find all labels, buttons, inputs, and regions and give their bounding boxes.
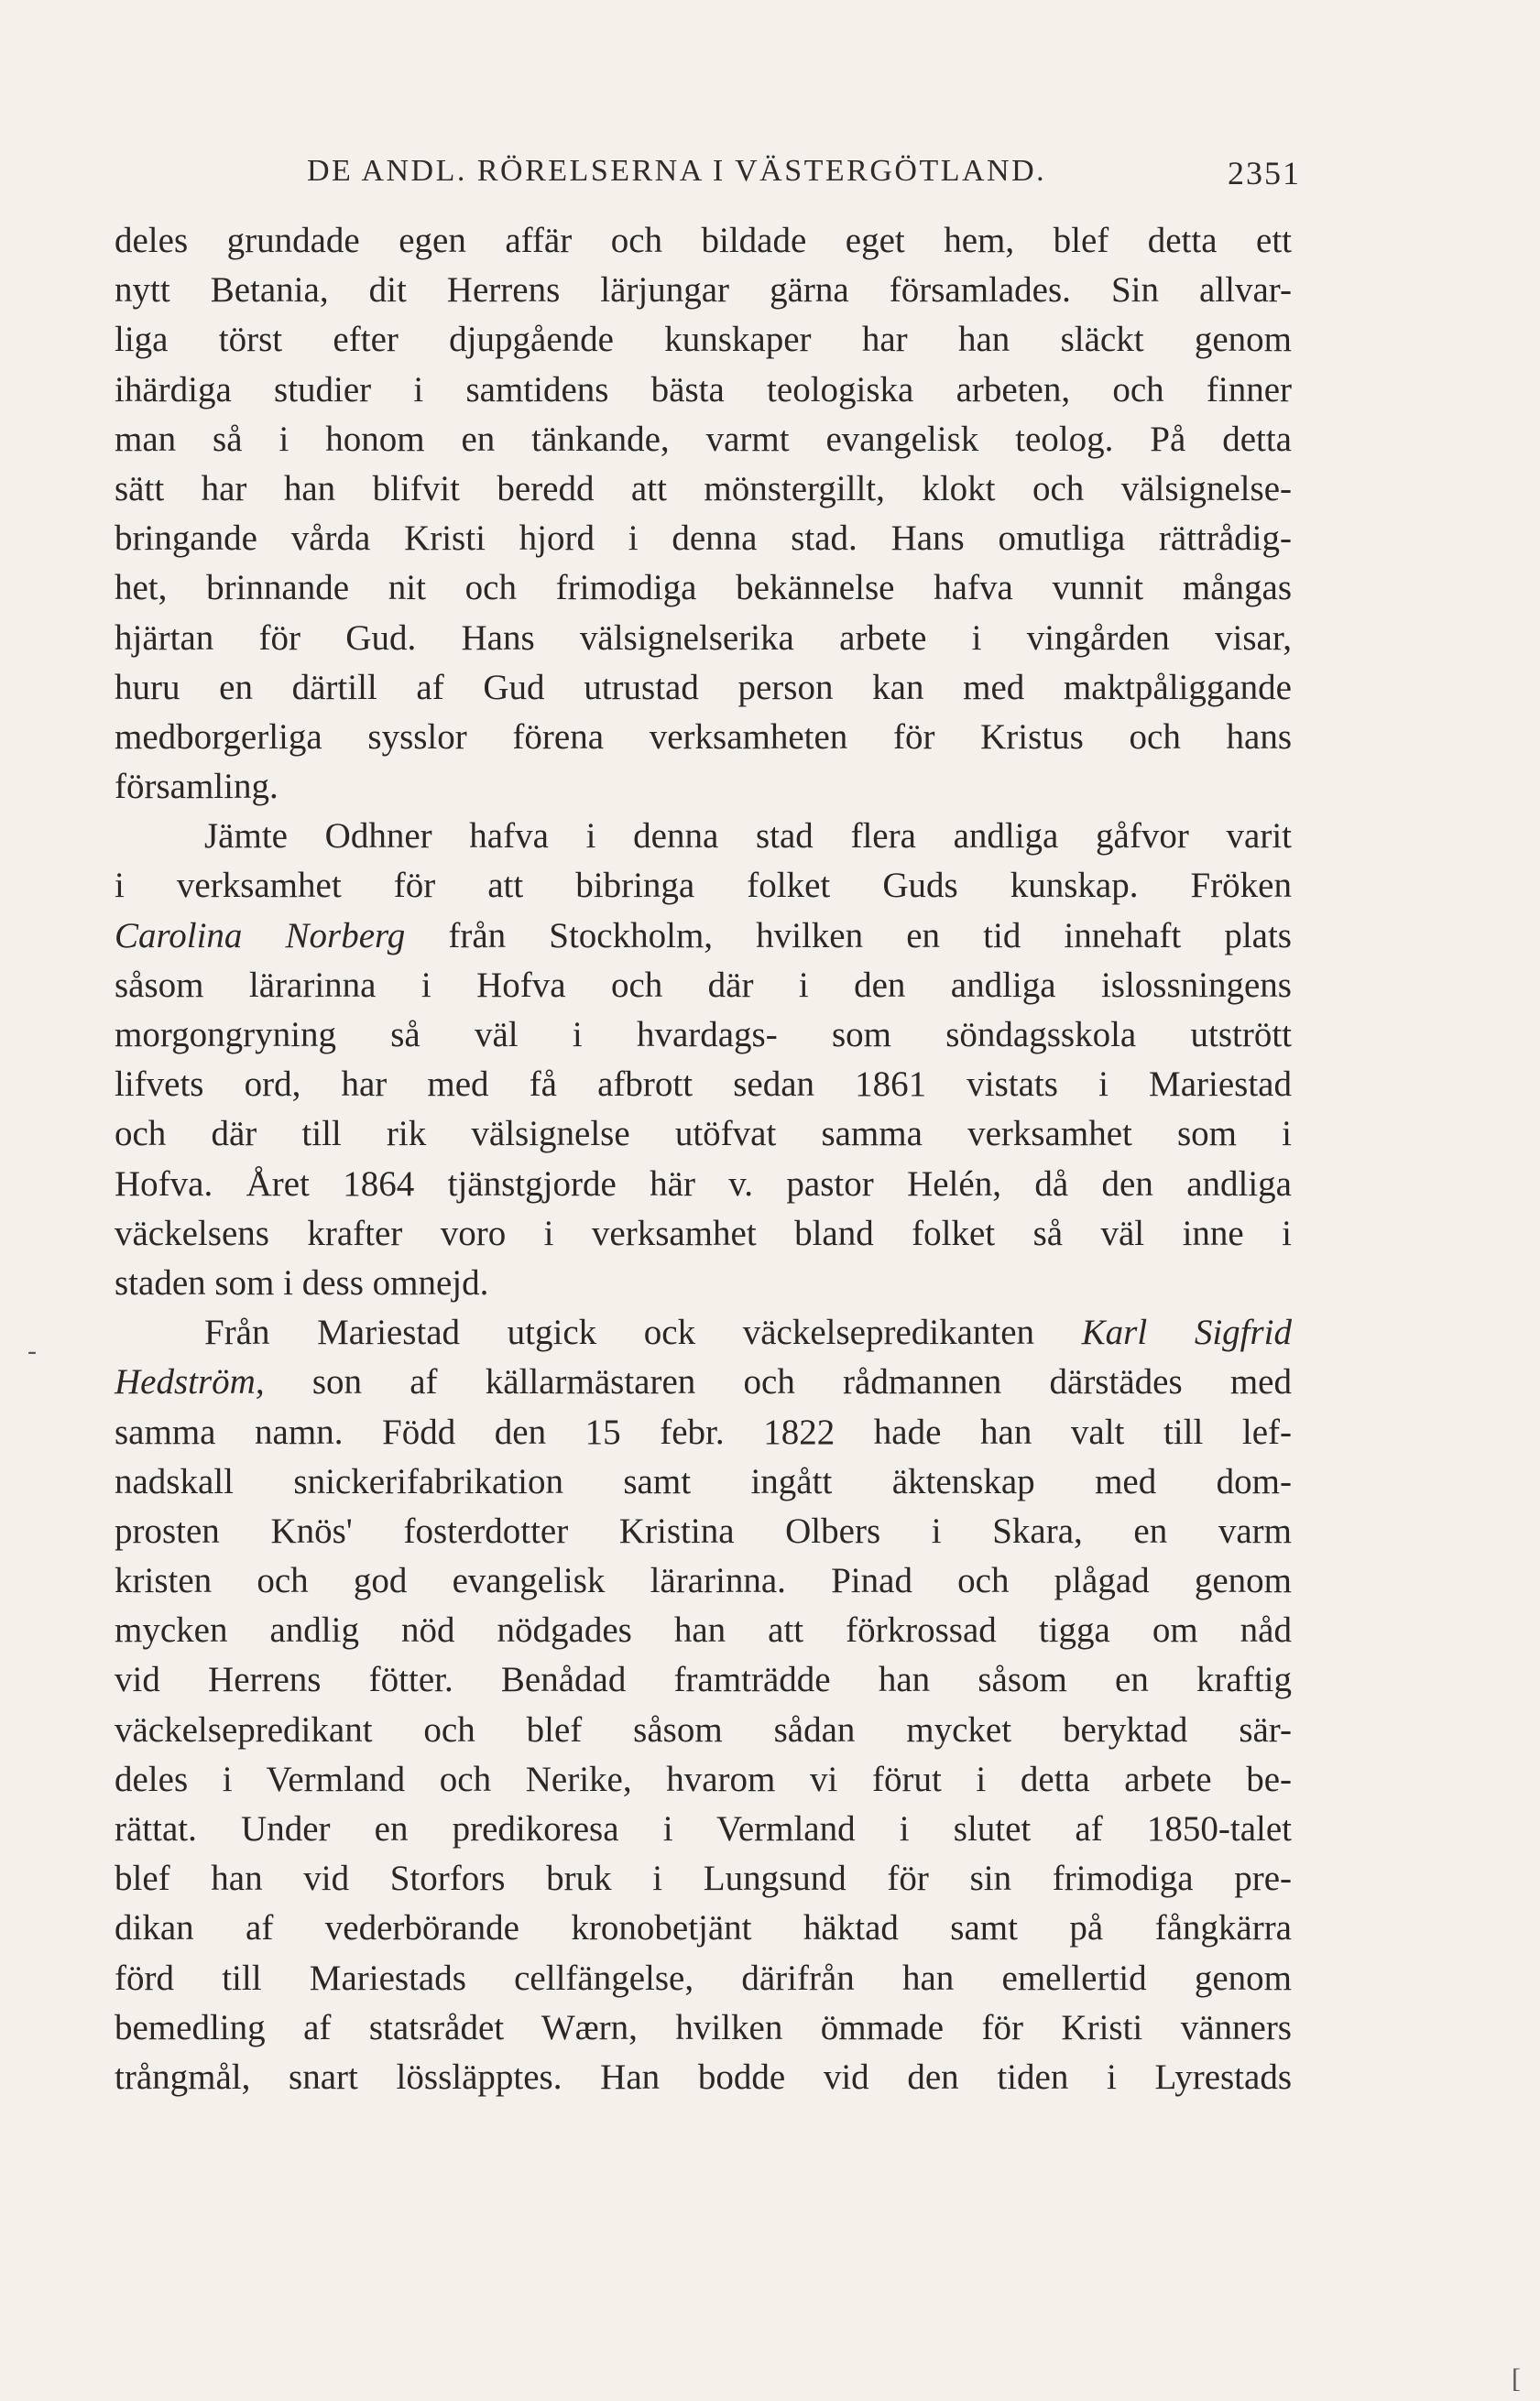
- text-line: morgongryning så väl i hvardags- som söndagsskola utstrött: [115, 1015, 1292, 1054]
- text-line: ihärdiga studier i samtidens bästa teologiska arbeten, och finner: [115, 369, 1292, 409]
- italic-name: Karl Sigfrid: [1081, 1313, 1293, 1353]
- text-line: bringande vårda Kristi hjord i denna stad. Hans omutliga rättrådig-: [115, 518, 1292, 559]
- text-line: blef han vid Storfors bruk i Lungsund för sin frimodiga pre-: [115, 1859, 1292, 1899]
- running-title: DE ANDL. RÖRELSERNA I VÄSTERGÖTLAND.: [307, 154, 1047, 188]
- text-line-paragraph-start: Jämte Odhner hafva i denna stad flera andliga gåfvor varit: [204, 816, 1292, 857]
- text-line: rättat. Under en predikoresa i Vermland i slutet af 1850-talet: [115, 1809, 1292, 1849]
- text-line: medborgerliga sysslor förena verksamheten för Kristus och hans: [115, 716, 1292, 757]
- text-line: bemedling af statsrådet Wærn, hvilken ömmade för Kristi vänners: [115, 2007, 1292, 2047]
- text-line: församling.: [115, 767, 279, 807]
- text-line: mycken andlig nöd nödgades han att förkrossad tigga om nåd: [115, 1610, 1292, 1651]
- text-line: såsom lärarinna i Hofva och där i den andliga islossningens: [115, 965, 1292, 1005]
- text-line: i verksamhet för att bibringa folket Guds kunskap. Fröken: [115, 866, 1292, 906]
- text-line: liga törst efter djupgående kunskaper har han släckt genom: [115, 320, 1292, 360]
- text-line: het, brinnande nit och frimodiga bekännelse hafva vunnit mångas: [115, 568, 1292, 608]
- text-line: deles grundade egen affär och bildade eget hem, blef detta ett: [115, 221, 1292, 260]
- text-line: väckelsens krafter voro i verksamhet bland folket så väl inne i: [115, 1213, 1292, 1253]
- page-number: 2351: [1228, 155, 1301, 191]
- body-text: [115, 216, 1292, 2102]
- text-line: sätt har han blifvit beredd att mönstergillt, klokt och välsignelse-: [115, 468, 1292, 508]
- text-line: [115, 911, 1292, 961]
- text-line: trångmål, snart lössläpptes. Han bodde vid den tiden i Lyrestads: [115, 2057, 1292, 2097]
- text-run: från Stockholm, hvilken en tid innehaft plats: [405, 915, 1292, 955]
- text-line: dikan af vederbörande kronobetjänt häktad samt på fångkärra: [115, 1908, 1292, 1948]
- text-line: prosten Knös' fosterdotter Kristina Olbers i Skara, en varm: [115, 1511, 1292, 1551]
- italic-name: Hedström,: [115, 1362, 265, 1402]
- text-line: vid Herrens fötter. Benådad framträdde han såsom en kraftig: [115, 1660, 1292, 1700]
- text-line: samma namn. Född den 15 febr. 1822 hade han valt till lef-: [115, 1412, 1292, 1452]
- text-line: lifvets ord, har med få afbrott sedan 1861 vistats i Mariestad: [115, 1064, 1292, 1105]
- text-line: deles i Vermland och Nerike, hvarom vi förut i detta arbete be-: [115, 1759, 1292, 1799]
- text-line: huru en därtill af Gud utrustad person kan med maktpåliggande: [115, 667, 1292, 707]
- margin-mark-bottom-right: [: [1512, 2363, 1521, 2394]
- text-line: nytt Betania, dit Herrens lärjungar gärna församlades. Sin allvar-: [115, 270, 1292, 311]
- text-line: Hofva. Året 1864 tjänstgjorde här v. pastor Helén, då den andliga: [115, 1163, 1292, 1204]
- text-line: hjärtan för Gud. Hans välsignelserika arbete i vingården visar,: [115, 617, 1292, 658]
- margin-mark-left: -: [27, 1336, 37, 1366]
- italic-name: Carolina Norberg: [115, 915, 406, 955]
- text-line: och där till rik välsignelse utöfvat samma verksamhet som i: [115, 1114, 1292, 1154]
- text-line: kristen och god evangelisk lärarinna. Pinad och plågad genom: [115, 1561, 1292, 1601]
- text-line: förd till Mariestads cellfängelse, därifrån han emellertid genom: [115, 1958, 1292, 1998]
- text-line: nadskall snickerifabrikation samt ingått äktenskap med dom-: [115, 1461, 1292, 1501]
- text-line: staden som i dess omnejd.: [115, 1262, 489, 1303]
- text-line: man så i honom en tänkande, varmt evangelisk teolog. På detta: [115, 419, 1292, 459]
- text-run: son af källarmästaren och rådmannen därstädes med: [264, 1362, 1292, 1402]
- text-line: [115, 1358, 1292, 1407]
- text-run: Från Mariestad utgick ock väckelsepredikanten: [204, 1313, 1082, 1353]
- text-line: väckelsepredikant och blef såsom sådan mycket beryktad sär-: [115, 1709, 1292, 1750]
- text-line-paragraph-start: [115, 1308, 1292, 1358]
